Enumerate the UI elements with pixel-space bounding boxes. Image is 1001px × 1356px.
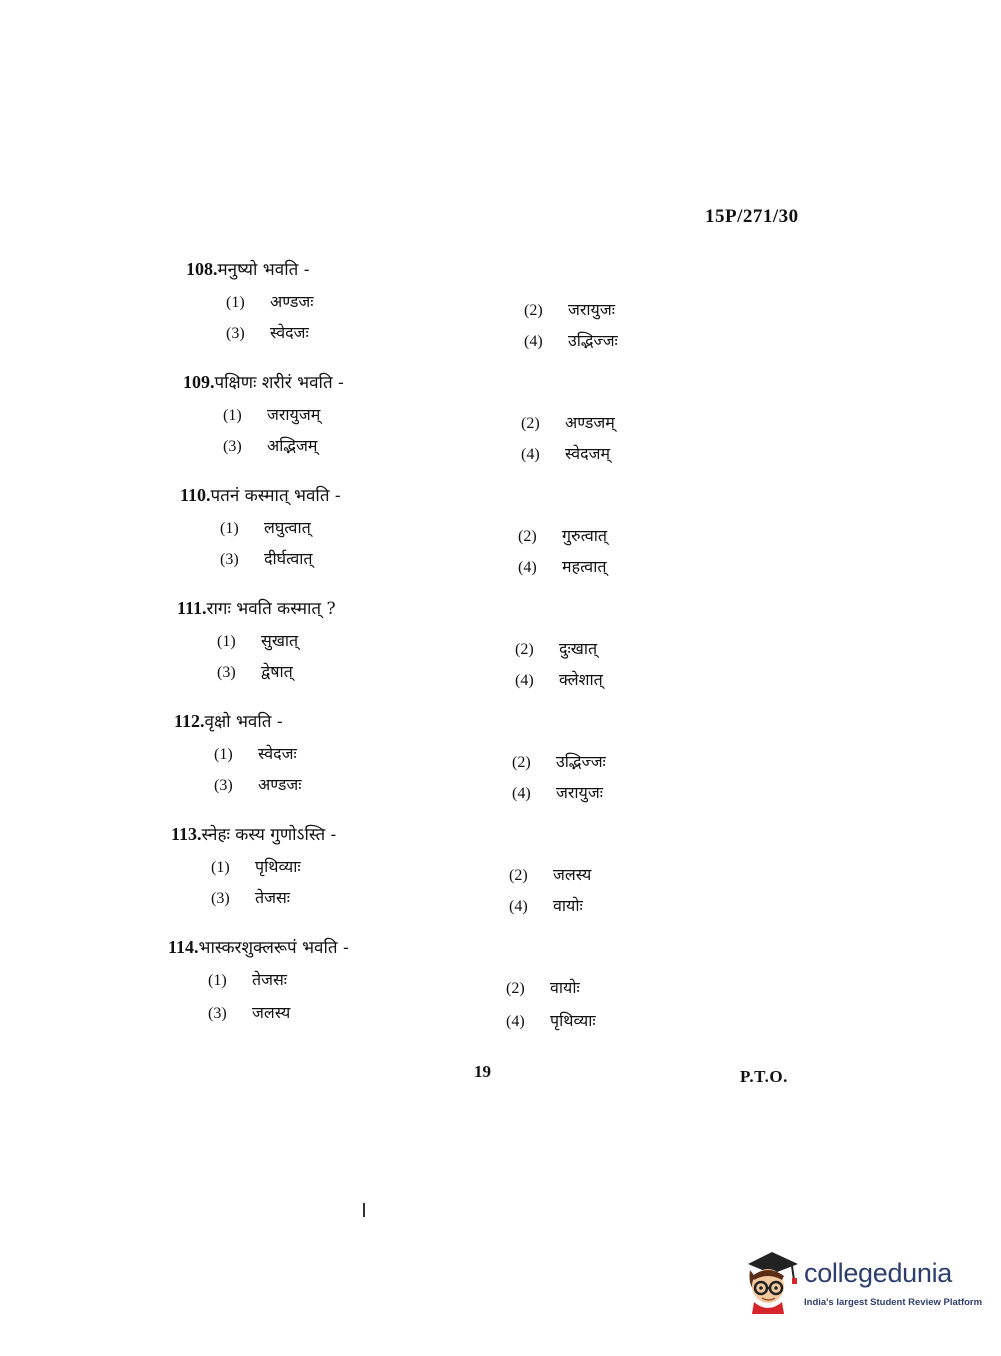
question-text: पक्षिणः शरीरं भवति - (214, 373, 344, 393)
question-stem (174, 709, 283, 732)
question-text: पतनं कस्मात् भवति - (210, 486, 341, 506)
paper-code: 15P/271/30 (705, 206, 799, 227)
option-3: (3) दीर्घत्वात् (220, 549, 313, 568)
question-text: वृक्षो भवति - (204, 712, 283, 732)
question-text: भास्करशुक्लरूपं भवति - (198, 938, 349, 958)
option-3: (3) जलस्य (208, 1003, 291, 1022)
page-number: 19 (474, 1062, 491, 1081)
question-stem (168, 935, 349, 958)
brand-tagline: India's largest Student Review Platform (804, 1297, 983, 1308)
option-2: (2) अण्डजम् (521, 413, 615, 432)
student-mascot-icon (742, 1250, 802, 1314)
option-4: (4) पृथिव्याः (506, 1011, 596, 1030)
option-2: (2) वायोः (506, 978, 580, 997)
question-number: 108. (186, 259, 218, 279)
question-number: 113. (171, 824, 202, 844)
collegedunia-logo (742, 1250, 983, 1320)
question-number: 112. (174, 711, 205, 731)
question-stem (180, 483, 341, 506)
question-number: 111. (177, 598, 207, 618)
option-4: (4) जरायुजः (512, 783, 603, 802)
option-3: (3) अद्भिजम् (223, 436, 318, 455)
option-4: (4) वायोः (509, 896, 583, 915)
option-1: (1) पृथिव्याः (211, 857, 301, 876)
option-2: (2) दुःखात् (515, 639, 598, 658)
pto-label: P.T.O. (740, 1067, 788, 1086)
option-1: (1) जरायुजम् (223, 405, 321, 424)
option-2: (2) जरायुजः (524, 300, 615, 319)
question-stem (183, 370, 344, 393)
option-1: (1) स्वेदजः (214, 744, 297, 763)
option-1: (1) लघुत्वात् (220, 518, 311, 537)
option-4: (4) क्लेशात् (515, 670, 603, 689)
question-number: 110. (180, 485, 211, 505)
option-2: (2) उद्भिज्जः (512, 752, 606, 771)
option-4: (4) उद्भिज्जः (524, 331, 618, 350)
question-number: 109. (183, 372, 215, 392)
option-1: (1) सुखात् (217, 631, 299, 650)
option-4: (4) महत्वात् (518, 557, 607, 576)
question-text: रागः भवति कस्मात् ? (206, 599, 336, 619)
question-text: स्नेहः कस्य गुणोऽस्ति - (201, 825, 337, 845)
question-stem (171, 822, 336, 845)
brand-name: collegedunia (804, 1258, 953, 1288)
option-2: (2) गुरुत्वात् (518, 526, 607, 545)
option-1: (1) तेजसः (208, 970, 288, 989)
option-3: (3) अण्डजः (214, 775, 302, 794)
option-1: (1) अण्डजः (226, 292, 314, 311)
option-4: (4) स्वेदजम् (521, 444, 611, 463)
question-text: मनुष्यो भवति - (217, 260, 310, 280)
question-stem (186, 257, 309, 280)
option-2: (2) जलस्य (509, 865, 592, 884)
question-number: 114. (168, 937, 199, 957)
question-stem (177, 596, 336, 619)
option-3: (3) स्वेदजः (226, 323, 309, 342)
option-3: (3) द्वेषात् (217, 662, 293, 681)
option-3: (3) तेजसः (211, 888, 291, 907)
scan-mark (363, 1203, 365, 1217)
